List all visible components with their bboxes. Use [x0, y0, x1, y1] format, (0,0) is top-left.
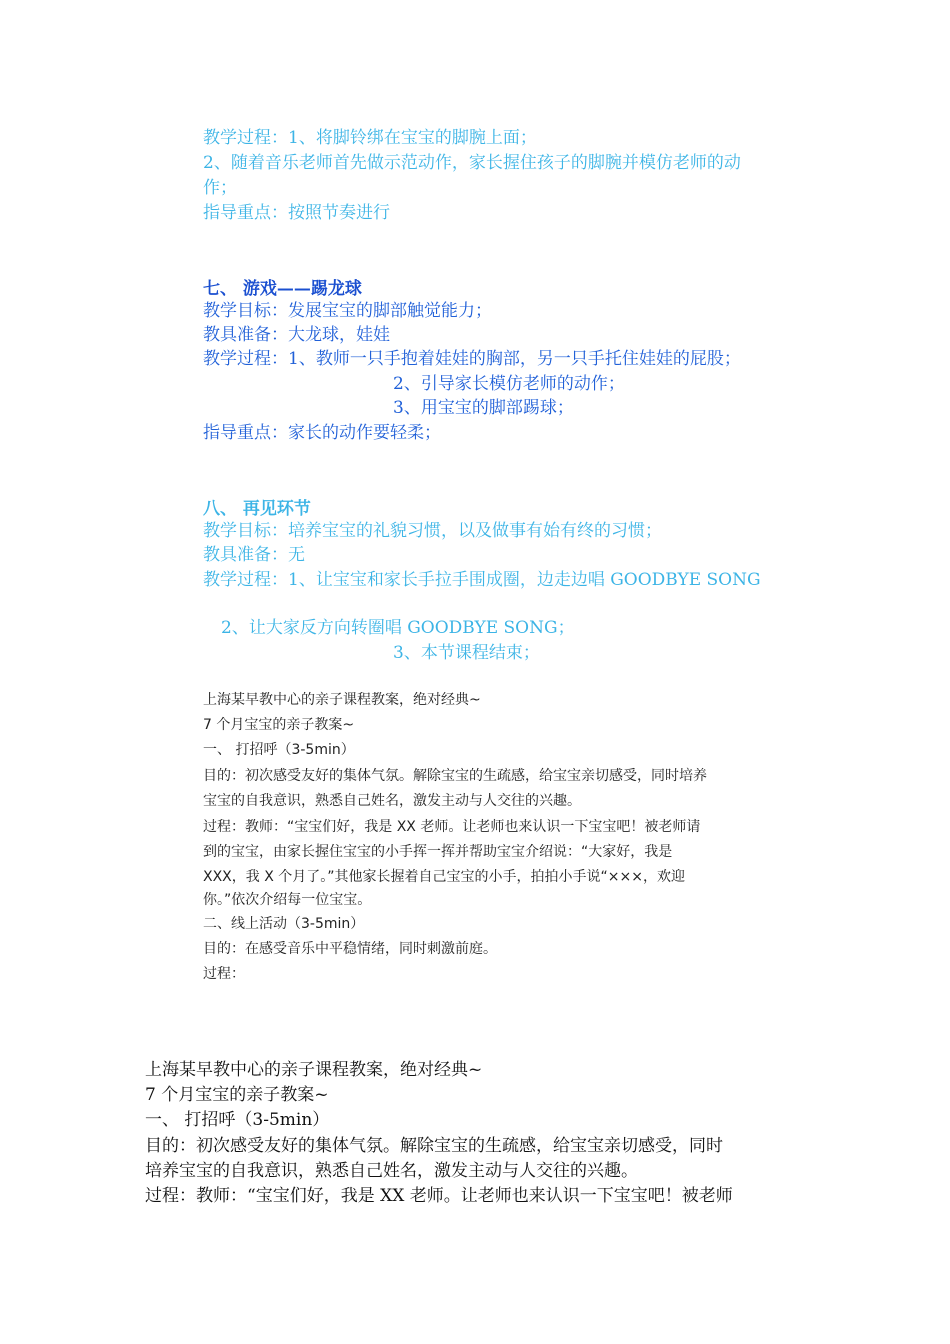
- section6-process-2: 2、随着音乐老师首先做示范动作，家长握住孩子的脚腕并模仿老师的动: [203, 153, 741, 173]
- section8-process-2: 2、让大家反方向转圈唱 GOODBYE SONG；: [221, 618, 575, 638]
- block2-line-11: 目的：在感受音乐中平稳情绪，同时刺激前庭。: [203, 941, 497, 957]
- section6-process-1: 教学过程：1、将脚铃绑在宝宝的脚腕上面；: [203, 128, 537, 148]
- block2-line-9: 你。”依次介绍每一位宝宝。: [203, 892, 372, 908]
- block2-line-3: 一、 打招呼（3-5min）: [203, 742, 355, 758]
- section7-heading: 七、 游戏——踢龙球: [203, 279, 362, 299]
- block2-line-6: 过程：教师：“宝宝们好，我是 XX 老师。让老师也来认识一下宝宝吧！被老师请: [203, 819, 701, 835]
- section8-goal: 教学目标：培养宝宝的礼貌习惯，以及做事有始有终的习惯；: [203, 521, 662, 541]
- block2-line-4: 目的：初次感受友好的集体气氛。解除宝宝的生疏感，给宝宝亲切感受，同时培养: [203, 768, 707, 784]
- block2-line-12: 过程：: [203, 966, 245, 982]
- block3-line-1: 上海某早教中心的亲子课程教案，绝对经典~: [145, 1060, 483, 1080]
- block2-line-5: 宝宝的自我意识，熟悉自己姓名，激发主动与人交往的兴趣。: [203, 793, 581, 809]
- section6-process-2-cont: 作；: [203, 178, 237, 198]
- block3-line-5: 培养宝宝的自我意识，熟悉自己姓名，激发主动与人交往的兴趣。: [145, 1161, 638, 1181]
- section7-process-2: 2、引导家长模仿老师的动作；: [393, 374, 625, 394]
- section8-process-3: 3、本节课程结束；: [393, 643, 540, 663]
- section7-process-1: 教学过程：1、教师一只手抱着娃娃的胸部，另一只手托住娃娃的屁股；: [203, 349, 741, 369]
- section7-prep: 教具准备：大龙球，娃娃: [203, 325, 390, 345]
- section8-process-1: 教学过程：1、让宝宝和家长手拉手围成圈，边走边唱 GOODBYE SONG: [203, 570, 761, 590]
- section6-focus: 指导重点：按照节奏进行: [203, 203, 390, 223]
- block3-line-6: 过程：教师：“宝宝们好，我是 XX 老师。让老师也来认识一下宝宝吧！被老师: [145, 1186, 733, 1206]
- block3-line-2: 7 个月宝宝的亲子教案~: [145, 1085, 329, 1105]
- section8-prep: 教具准备：无: [203, 545, 305, 565]
- block2-line-7: 到的宝宝，由家长握住宝宝的小手挥一挥并帮助宝宝介绍说：“大家好，我是: [203, 844, 673, 860]
- section7-goal: 教学目标：发展宝宝的脚部触觉能力；: [203, 301, 492, 321]
- block2-line-1: 上海某早教中心的亲子课程教案，绝对经典~: [203, 692, 481, 708]
- section7-process-3: 3、用宝宝的脚部踢球；: [393, 398, 574, 418]
- block2-line-8: XXX，我 X 个月了。”其他家长握着自己宝宝的小手，拍拍小手说“×××，欢迎: [203, 869, 685, 885]
- block2-line-2: 7 个月宝宝的亲子教案~: [203, 717, 355, 733]
- section8-heading: 八、 再见环节: [203, 499, 311, 519]
- block3-line-3: 一、 打招呼（3-5min）: [145, 1110, 330, 1130]
- block3-line-4: 目的：初次感受友好的集体气氛。解除宝宝的生疏感，给宝宝亲切感受，同时: [145, 1136, 723, 1156]
- block2-line-10: 二、线上活动（3-5min）: [203, 916, 365, 932]
- section7-focus: 指导重点：家长的动作要轻柔；: [203, 423, 441, 443]
